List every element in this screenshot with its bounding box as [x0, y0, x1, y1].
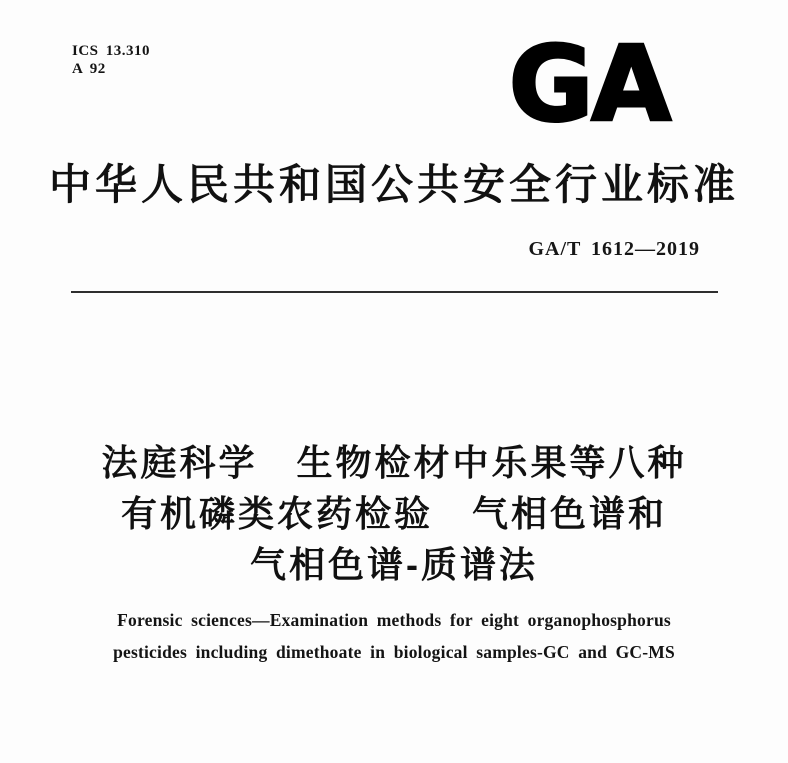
title-chinese-line-3: 气相色谱-质谱法 — [250, 544, 538, 585]
category-code: A 92 — [72, 61, 106, 77]
title-english — [0, 604, 788, 668]
ics-classification-block — [72, 42, 150, 78]
header-divider-rule — [71, 291, 718, 293]
title-chinese-line-1: 法庭科学 生物检材中乐果等八种 — [101, 442, 687, 483]
title-english-line-1: Forensic sciences—Examination methods for eight organophosphorus — [117, 610, 671, 630]
ics-code: ICS 13.310 — [72, 43, 151, 59]
standard-number: GA/T 1612—2019 — [528, 238, 700, 260]
title-english-line-2: pesticides including dimethoate in biological samples-GC and GC-MS — [113, 642, 675, 662]
title-chinese-line-2: 有机磷类农药检验 气相色谱和 — [120, 493, 667, 534]
standard-name-heading: 中华人民共和国公共安全行业标准 — [48, 161, 739, 208]
ga-logo: GA — [508, 25, 670, 145]
title-chinese — [0, 437, 788, 590]
